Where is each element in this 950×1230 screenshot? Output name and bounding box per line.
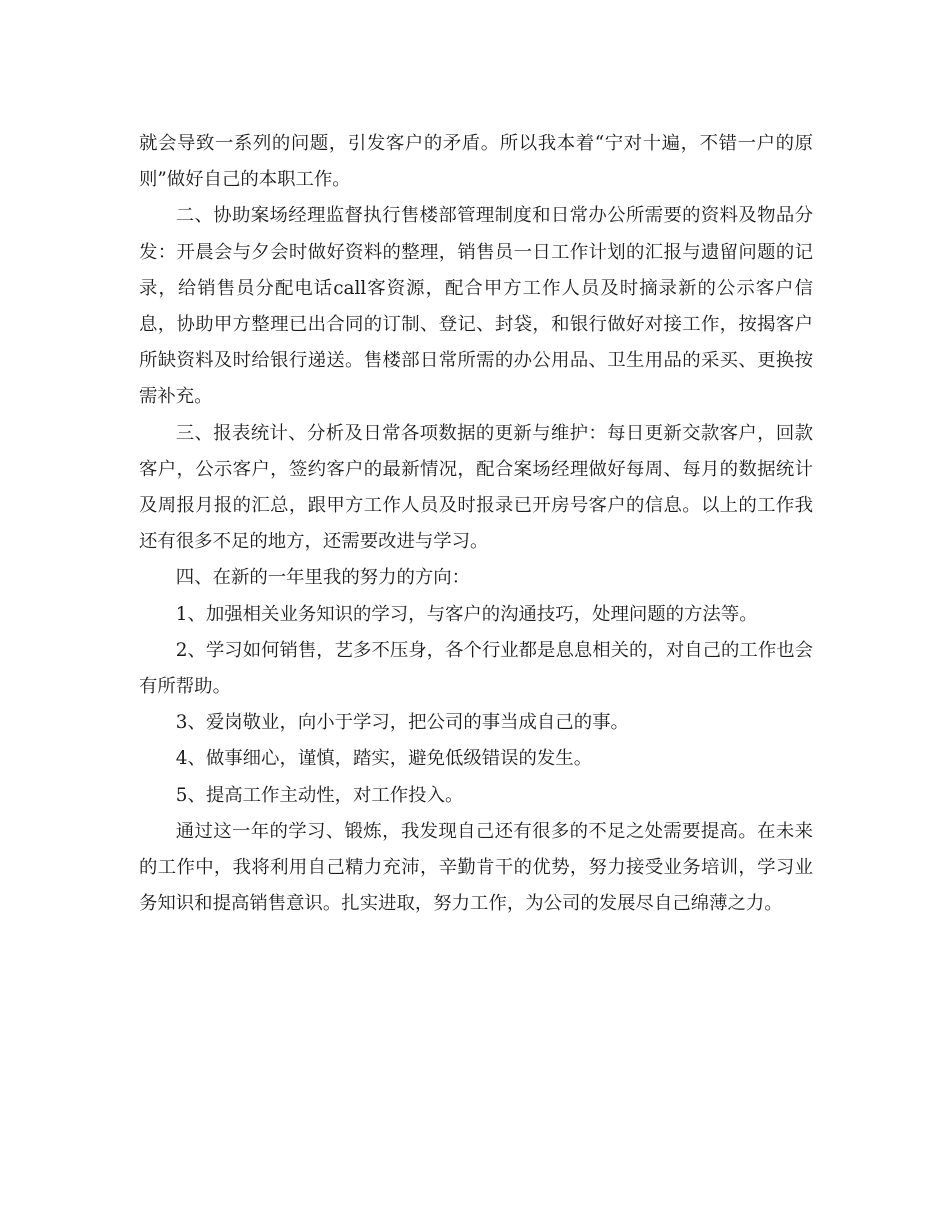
paragraph-conclusion: 通过这一年的学习、锻炼，我发现自己还有很多的不足之处需要提高。在未来的工作中，我将利用自己精力充沛，辛勤肯干的优势，努力接受业务培训，学习业务知识和提高销售意识。扎实进取，努力工作，为公司的发展尽自己绵薄之力。 [139,820,813,915]
list-item-1: 1、加强相关业务知识的学习，与客户的沟通技巧，处理问题的方法等。 [175,603,758,625]
document-body [139,126,813,922]
list-item-3: 3、爱岗敬业，向小于学习，把公司的事当成自己的事。 [175,712,629,734]
list-item-2: 2、学习如何销售，艺多不压身，各个行业都是息息相关的，对自己的工作也会有所帮助。 [139,639,813,698]
paragraph-section-two: 二、协助案场经理监督执行售楼部管理制度和日常办公所需要的资料及物品分发：开晨会与夕会时做好资料的整理，销售员一日工作计划的汇报与遗留问题的记录，给销售员分配电话call客资源，配合甲方工作人员及时摘录新的公示客户信息，协助甲方整理已出合同的订制、登记、封袋，和银行做好对接工作，按揭客户所缺资料及时给银行递送。售楼部日常所需的办公用品、卫生用品的采买、更换按需补充。 [139,205,813,408]
paragraph-section-four-heading: 四、在新的一年里我的努力的方向： [175,567,471,589]
list-item-4: 4、做事细心，谨慎，踏实，避免低级错误的发生。 [175,748,593,770]
list-item-5: 5、提高工作主动性，对工作投入。 [175,784,464,806]
paragraph-continuation: 就会导致一系列的问题，引发客户的矛盾。所以我本着“宁对十遍，不错一户的原则”做好自己的本职工作。 [139,133,813,191]
paragraph-section-three: 三、报表统计、分析及日常各项数据的更新与维护：每日更新交款客户，回款客户，公示客户，签约客户的最新情况，配合案场经理做好每周、每月的数据统计及周报月报的汇总，跟甲方工作人员及时报录已开房号客户的信息。以上的工作我还有很多不足的地方，还需要改进与学习。 [139,422,813,553]
